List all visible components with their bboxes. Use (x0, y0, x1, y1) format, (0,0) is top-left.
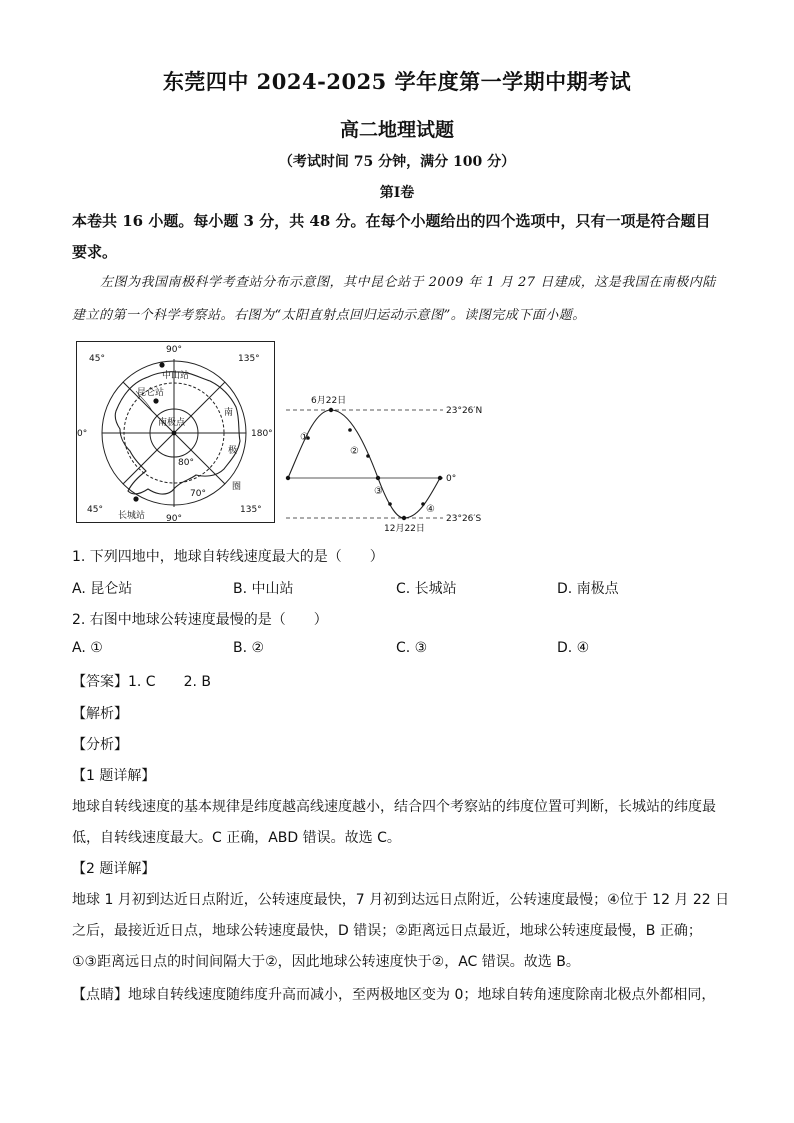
intro-paragraph: 左图为我国南极科学考查站分布示意图，其中昆仑站于 2009 年 1 月 27 日建成，这是我国在南极内陆建立的第一个科学考察站。右图为“太阳直射点回归运动示意图”。读图完成下面小题。 (72, 275, 716, 323)
south-pole-label: 南极点 (158, 418, 186, 428)
section-title: 第Ⅰ卷 (379, 185, 415, 201)
dec22-label: 12月22日 (384, 524, 425, 534)
tip-text: 地球自转线速度随纬度升高而减小，至两极地区变为 0；地球自转角速度除南北极点外都相同， (128, 987, 716, 1003)
instructions: 本卷共 16 小题。每小题 3 分，共 48 分。在每个小题给出的四个选项中，只有一项是符合题目要求。 (72, 212, 711, 261)
answer-line (72, 671, 732, 691)
antarctic-circle-label-1: 南 (224, 408, 234, 418)
q2-option-a[interactable]: A. ① (72, 640, 103, 656)
detail-2-line-1: 地球 1 月初到达近日点附近，公转速度最快，7 月初到达远日点附近，公转速度最慢；④位于 12 月 22 日 (72, 892, 730, 908)
exam-info: （考试时间 75 分钟，满分 100 分） (278, 154, 516, 170)
south-pole-marker (172, 431, 177, 436)
lon-bl-label: 45° (87, 505, 103, 515)
q1-option-c[interactable]: C. 长城站 (396, 581, 457, 597)
lon-bottom-label: 90° (166, 514, 182, 523)
tip-line (72, 984, 732, 1004)
tip-tag: 【点睛】 (72, 987, 128, 1003)
q2-option-b[interactable]: B. ② (233, 640, 265, 656)
exam-title: 东莞四中 2024-2025 学年度第一学期中期考试 (162, 69, 632, 94)
detail-1-line-1: 地球自转线速度的基本规律是纬度越高线速度越小，结合四个考察站的纬度位置可判断，长城站的纬度最 (72, 799, 716, 815)
question-2-stem: 2. 右图中地球公转速度最慢的是（ ） (72, 612, 328, 628)
analysis-tag: 【解析】 (72, 706, 128, 722)
detail-1-tag: 【1 题详解】 (72, 768, 156, 784)
q1-option-a[interactable]: A. 昆仑站 (72, 581, 133, 597)
point-3-label: ③ (374, 486, 383, 497)
lon-top-label: 90° (166, 345, 182, 355)
answer-text: 1. C 2. B (128, 674, 211, 690)
solar-point-migration-diagram (278, 390, 503, 540)
lon-tr-label: 135° (238, 354, 260, 364)
antarctica-station-map (76, 341, 275, 523)
point-2-label: ② (350, 446, 359, 457)
point-4-label: ④ (426, 504, 435, 515)
detail-2-line-2: 之后，最接近近日点，地球公转速度最快，D 错误；②距离远日点最近，地球公转速度最慢，B 正确； (72, 923, 702, 939)
question-1-stem: 1. 下列四地中，地球自转线速度最大的是（ ） (72, 549, 384, 565)
point-1-label: ① (300, 432, 309, 443)
lat-80-label: 80° (178, 458, 194, 468)
detail-1-line-2: 低，自转线速度最大。C 正确，ABD 错误。故选 C。 (72, 830, 401, 846)
lon-br-label: 135° (240, 505, 262, 515)
tropic-s-label: 23°26′S (446, 514, 482, 524)
q2-option-d[interactable]: D. ④ (557, 640, 590, 656)
equator-label: 0° (446, 474, 457, 484)
changcheng-marker (133, 496, 138, 501)
tropic-n-label: 23°26′N (446, 406, 483, 416)
detail-2-line-3: ①③距离远日点的时间间隔大于②，因此地球公转速度快于②，AC 错误。故选 B。 (72, 954, 580, 970)
detail-2-tag: 【2 题详解】 (72, 861, 156, 877)
kunlun-marker (153, 398, 158, 403)
antarctic-circle-label-3: 圈 (232, 482, 242, 492)
changcheng-label: 长城站 (118, 511, 146, 521)
q1-option-d[interactable]: D. 南极点 (557, 581, 619, 597)
lon-right-label: 180° (251, 429, 273, 439)
lat-70-label: 70° (190, 489, 206, 499)
subject-title: 高二地理试题 (339, 119, 454, 141)
lon-left-label: 0° (77, 429, 88, 439)
answer-tag: 【答案】 (72, 674, 128, 690)
lon-tl-label: 45° (89, 354, 105, 364)
zhongshan-label: 中山站 (162, 371, 190, 381)
q2-option-c[interactable]: C. ③ (396, 640, 428, 656)
zhongshan-marker (159, 362, 164, 367)
fenxi-tag: 【分析】 (72, 737, 128, 753)
jun22-label: 6月22日 (311, 396, 347, 406)
q1-option-b[interactable]: B. 中山站 (233, 581, 294, 597)
antarctic-circle-label-2: 极 (228, 446, 238, 456)
kunlun-label: 昆仑站 (137, 388, 165, 398)
